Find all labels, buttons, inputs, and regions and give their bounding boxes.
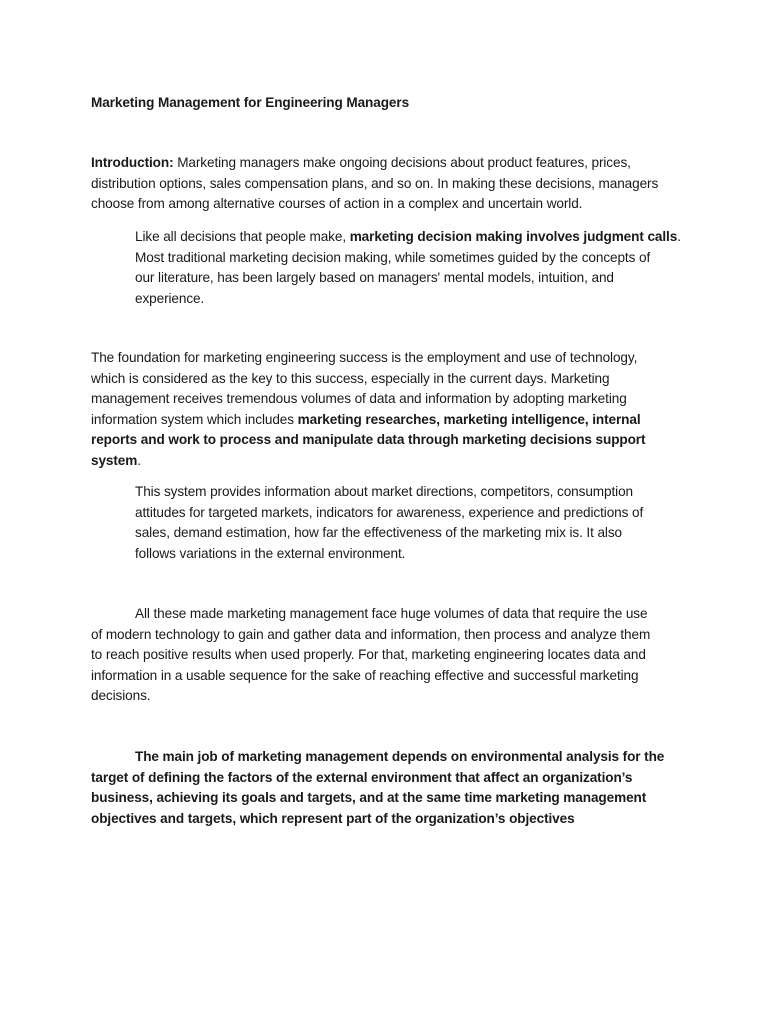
quote-line: sales, demand estimation, how far the effectiveness of the marketing mix is. It also bbox=[135, 525, 623, 541]
paragraph-bold-text: system bbox=[91, 452, 138, 468]
intro-line: choose from among alternative courses of action in a complex and uncertain world. bbox=[91, 196, 583, 212]
paragraph-line-text: information system which includes bbox=[91, 411, 298, 427]
paragraph-line: objectives and targets, which represent part of the organization’s objectives bbox=[91, 810, 575, 826]
paragraph-line-text: . bbox=[137, 452, 141, 468]
block-quote-system-info bbox=[135, 482, 695, 564]
paragraph-line: to reach positive results when used properly. For that, marketing engineering locates data and bbox=[91, 647, 646, 663]
quote-line: our literature, has been largely based on managers' mental models, intuition, and bbox=[135, 270, 614, 286]
paragraph-bold-text: marketing researches, marketing intelligence, internal bbox=[297, 411, 641, 427]
intro-line-text: Marketing managers make ongoing decisions about product features, prices, bbox=[173, 155, 631, 170]
paragraph-line: business, achieving its goals and targets, and at the same time marketing management bbox=[91, 790, 647, 806]
paragraph-main-job bbox=[91, 747, 681, 829]
paragraph-line: The foundation for marketing engineering success is the employment and use of technology, bbox=[91, 350, 638, 365]
quote-line: attitudes for targeted markets, indicators for awareness, experience and predictions of bbox=[135, 504, 644, 520]
paragraph-foundation bbox=[91, 348, 681, 472]
paragraph-data-volumes bbox=[91, 604, 681, 707]
paragraph-line: which is considered as the key to this success, especially in the current days. Marketing bbox=[91, 370, 610, 386]
quote-line bbox=[135, 227, 695, 248]
paragraph-line bbox=[91, 430, 681, 451]
quote-line: Most traditional marketing decision making, while sometimes guided by the concepts of bbox=[135, 249, 651, 265]
title-text: Marketing Management for Engineering Managers bbox=[91, 95, 410, 110]
block-quote-decision-making bbox=[135, 227, 695, 309]
paragraph-line: of modern technology to gain and gather data and information, then process and analyze them bbox=[91, 626, 651, 642]
quote-line: This system provides information about market directions, competitors, consumption bbox=[135, 484, 634, 499]
quote-line: follows variations in the external environment. bbox=[135, 545, 406, 561]
paragraph-bold-text: reports and work to process and manipulate data through marketing decisions support bbox=[91, 432, 646, 448]
intro-line bbox=[91, 153, 681, 174]
quote-bold-text: marketing decision making involves judgment calls bbox=[349, 229, 678, 244]
intro-paragraph bbox=[91, 153, 681, 215]
paragraph-line: All these made marketing management face huge volumes of data that require the use bbox=[135, 606, 648, 621]
quote-line: experience. bbox=[135, 290, 205, 306]
intro-line: distribution options, sales compensation plans, and so on. In making these decisions, managers bbox=[91, 175, 659, 191]
document-title bbox=[91, 93, 691, 114]
intro-label: Introduction: bbox=[91, 155, 174, 170]
paragraph-line: management receives tremendous volumes of data and information by adopting marketing bbox=[91, 391, 627, 407]
paragraph-line: The main job of marketing management depends on environmental analysis for the bbox=[135, 749, 665, 764]
quote-line-text: Like all decisions that people make, bbox=[135, 229, 350, 244]
paragraph-line: target of defining the factors of the external environment that affect an organization’s bbox=[91, 769, 633, 785]
paragraph-line bbox=[91, 451, 681, 472]
paragraph-line: information in a usable sequence for the sake of reaching effective and successful marketing bbox=[91, 667, 639, 683]
paragraph-line bbox=[91, 410, 681, 431]
paragraph-line: decisions. bbox=[91, 688, 151, 704]
quote-line-text: . bbox=[677, 229, 681, 244]
